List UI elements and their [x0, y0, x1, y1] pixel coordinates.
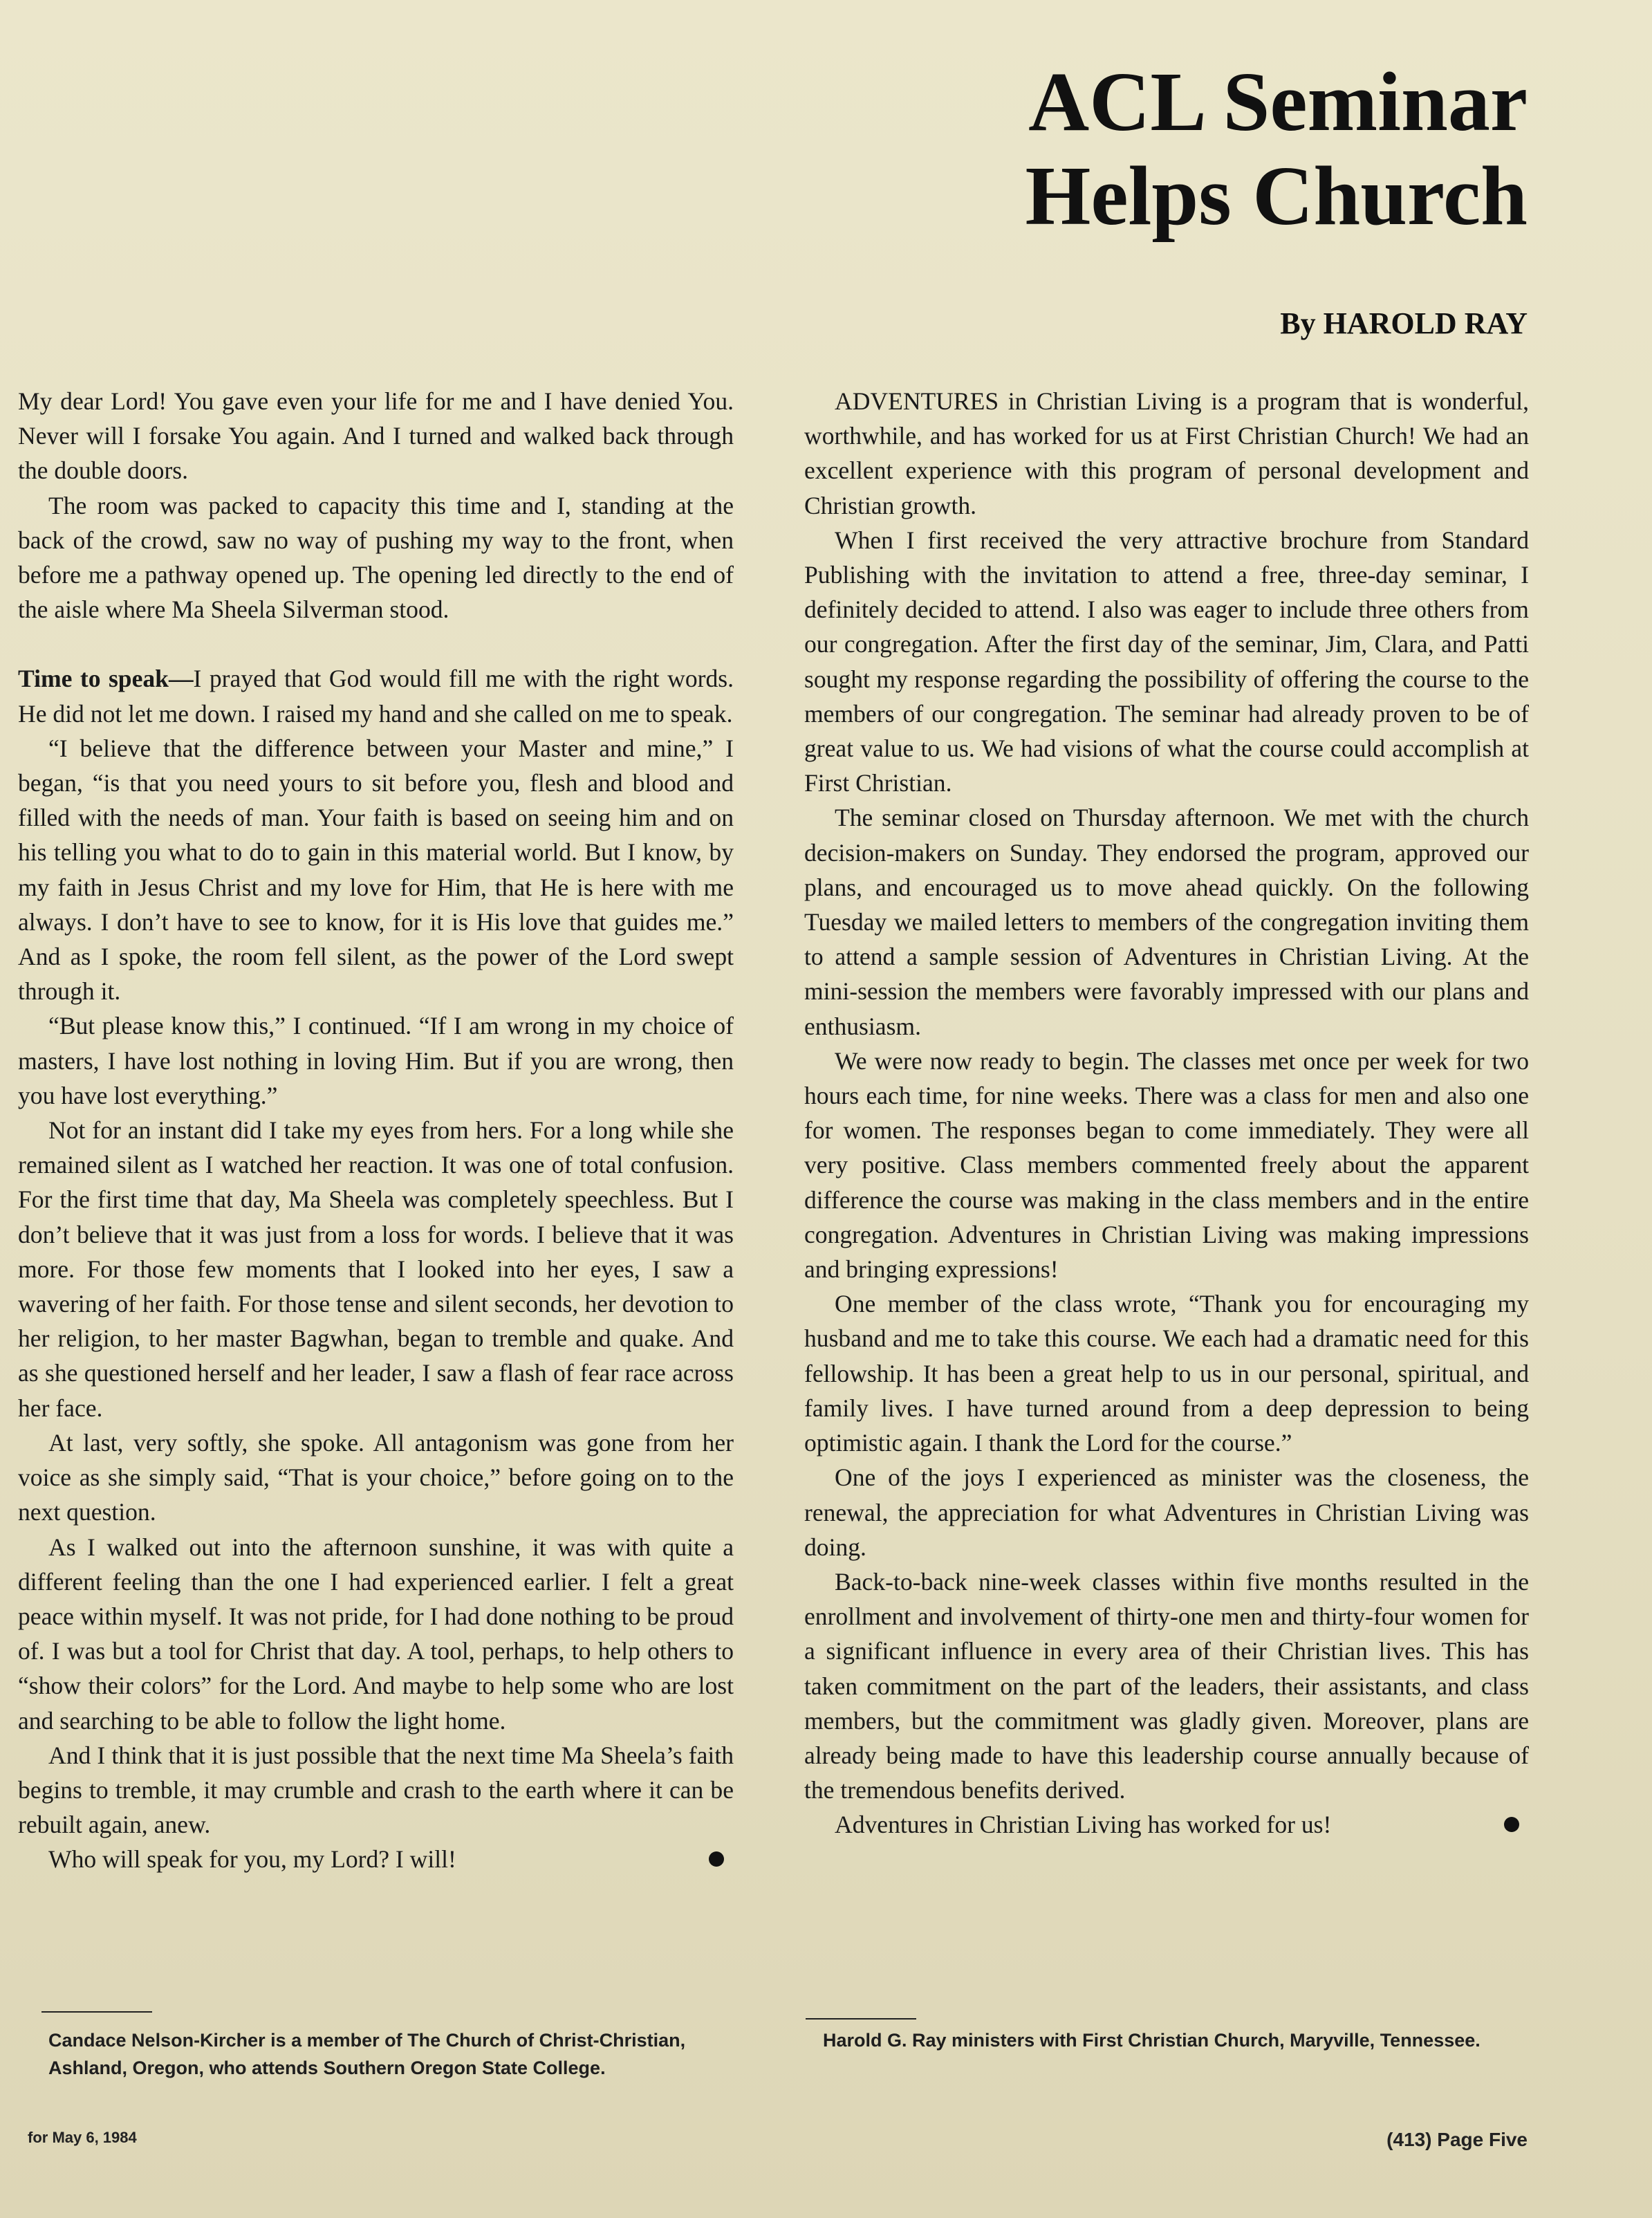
paragraph: And I think that it is just possible that the next time Ma Sheela’s faith begins to tremble, it may crumble and crash to the earth where it can be rebuilt again, anew. — [18, 1741, 734, 1839]
author-note-left: Candace Nelson-Kircher is a member of The Church of Christ-Christian, Ashland, Oregon, who attends Southern Oregon State College. — [48, 2030, 686, 2078]
end-mark-icon — [1504, 1817, 1519, 1832]
paragraph: The room was packed to capacity this time and I, standing at the back of the crowd, saw no way of pushing my way to the front, when before me a pathway opened up. The opening led directly to the end of the aisle where Ma Sheela Silverman stood. — [18, 491, 734, 624]
subhead: Time to speak— — [18, 665, 194, 693]
paragraph: My dear Lord! You gave even your life for me and I have denied You. Never will I forsake You again. And I turned and walked back through the double doors. — [18, 387, 734, 485]
byline: By HAROLD RAY — [1280, 306, 1528, 340]
footnote-rule — [806, 2018, 916, 2020]
paragraph-text: Adventures in Christian Living has worked for us! — [835, 1811, 1332, 1839]
paragraph: We were now ready to begin. The classes met once per week for two hours each time, for nine weeks. There was a class for men and also one for women. The responses began to come immediately. They were all very positive. Class members commented freely about the apparent difference the course was making in the class members and in the entire congregation. Adventures in Christian Living was making impressions and bringing expressions! — [804, 1046, 1529, 1284]
article-headline — [1025, 55, 1528, 243]
paragraph-text: Who will speak for you, my Lord? I will! — [48, 1845, 456, 1874]
paragraph: One of the joys I experienced as minister was the closeness, the renewal, the appreciation for what Adventures in Christian Living was doing. — [804, 1463, 1529, 1561]
paragraph: Back-to-back nine-week classes within five months resulted in the enrollment and involvement of thirty-one men and thirty-four women for a significant influence in every area of their Christian lives. This has taken commitment on the part of the leaders, their assistants, and class members, but the commitment was gladly given. Moreover, plans are already being made to have this leadership course annually because of the tremendous benefits derived. — [804, 1567, 1529, 1804]
paragraph: One member of the class wrote, “Thank you for encouraging my husband and me to take this course. We each had a dramatic need for this fellowship. It has been a great help to us in our personal, spiritual, and family lives. I have turned around from a deep depression to being optimistic again. I thank the Lord for the course.” — [804, 1290, 1529, 1457]
paragraph-with-subhead — [18, 661, 734, 730]
paragraph: ADVENTURES in Christian Living is a program that is wonderful, worthwhile, and has worked for us at First Christian Church! We had an excellent experience with this program of personal development and Christian growth. — [804, 387, 1529, 519]
paragraph: “I believe that the difference between your Master and mine,” I began, “is that you need yours to sit before you, flesh and blood and filled with the needs of man. Your faith is based on seeing him and on his telling you what to do to gain in this material world. But I know, by my faith in Jesus Christ and my love for Him, that He is here with me always. I don’t have to see to know, for it is His love that guides me.” And as I spoke, the room fell silent, as the power of the Lord swept through it. — [18, 734, 734, 1006]
footnote-rule — [41, 2011, 152, 2013]
paragraph-text: I prayed that God would fill me with the right words. He did not let me down. I raised my hand and she called on me to speak. — [18, 665, 734, 728]
left-column — [18, 384, 734, 1877]
paragraph: The seminar closed on Thursday afternoon. We met with the church decision-makers on Sunday. They endorsed the program, approved our plans, and encouraged us to move ahead quickly. On the following Tuesday we mailed letters to members of the congregation inviting them to attend a sample session of Adventures in Christian Living. At the mini-session the members were favorably impressed with our plans and enthusiasm. — [804, 804, 1529, 1040]
right-column — [804, 384, 1529, 1842]
end-mark-icon — [709, 1851, 724, 1867]
footer-page-number: (413) Page Five — [1386, 2129, 1528, 2150]
paragraph: Not for an instant did I take my eyes from hers. For a long while she remained silent as I watched her reaction. It was one of total confusion. For the first time that day, Ma Sheela was completely speechless. But I don’t believe that it was just from a loss for words. I believe that it was more. For those few moments that I looked into her eyes, I saw a wavering of her faith. For those tense and silent seconds, her devotion to her religion, to her master Bagwhan, began to tremble and quake. And as she questioned herself and her leader, I saw a flash of fear race across her face. — [18, 1116, 734, 1422]
headline-line-2: Helps Church — [1025, 149, 1528, 243]
closing-paragraph — [804, 1807, 1529, 1842]
paragraph: “But please know this,” I continued. “If I am wrong in my choice of masters, I have lost nothing in loving Him. But if you are wrong, then you have lost everything.” — [18, 1012, 734, 1109]
paragraph: At last, very softly, she spoke. All antagonism was gone from her voice as she simply said, “That is your choice,” before going on to the next question. — [18, 1428, 734, 1526]
closing-paragraph — [18, 1842, 734, 1876]
footer-date: for May 6, 1984 — [28, 2129, 137, 2146]
author-note-right: Harold G. Ray ministers with First Christian Church, Maryville, Tennessee. — [823, 2030, 1481, 2051]
paragraph: When I first received the very attractive brochure from Standard Publishing with the invitation to attend a free, three-day seminar, I definitely decided to attend. I also was eager to include three others from our congregation. After the first day of the seminar, Jim, Clara, and Patti sought my response regarding the possibility of offering the course to the members of our congregation. The seminar had already proven to be of great value to us. We had visions of what the course could accomplish at First Christian. — [804, 526, 1529, 797]
paragraph: As I walked out into the afternoon sunshine, it was with quite a different feeling than the one I had experienced earlier. I felt a great peace within myself. It was not pride, for I had done nothing to be proud of. I was but a tool for Christ that day. A tool, perhaps, to help others to “show their colors” for the Lord. And maybe to help some who are lost and searching to be able to follow the light home. — [18, 1533, 734, 1735]
headline-line-1: ACL Seminar — [1028, 55, 1528, 149]
